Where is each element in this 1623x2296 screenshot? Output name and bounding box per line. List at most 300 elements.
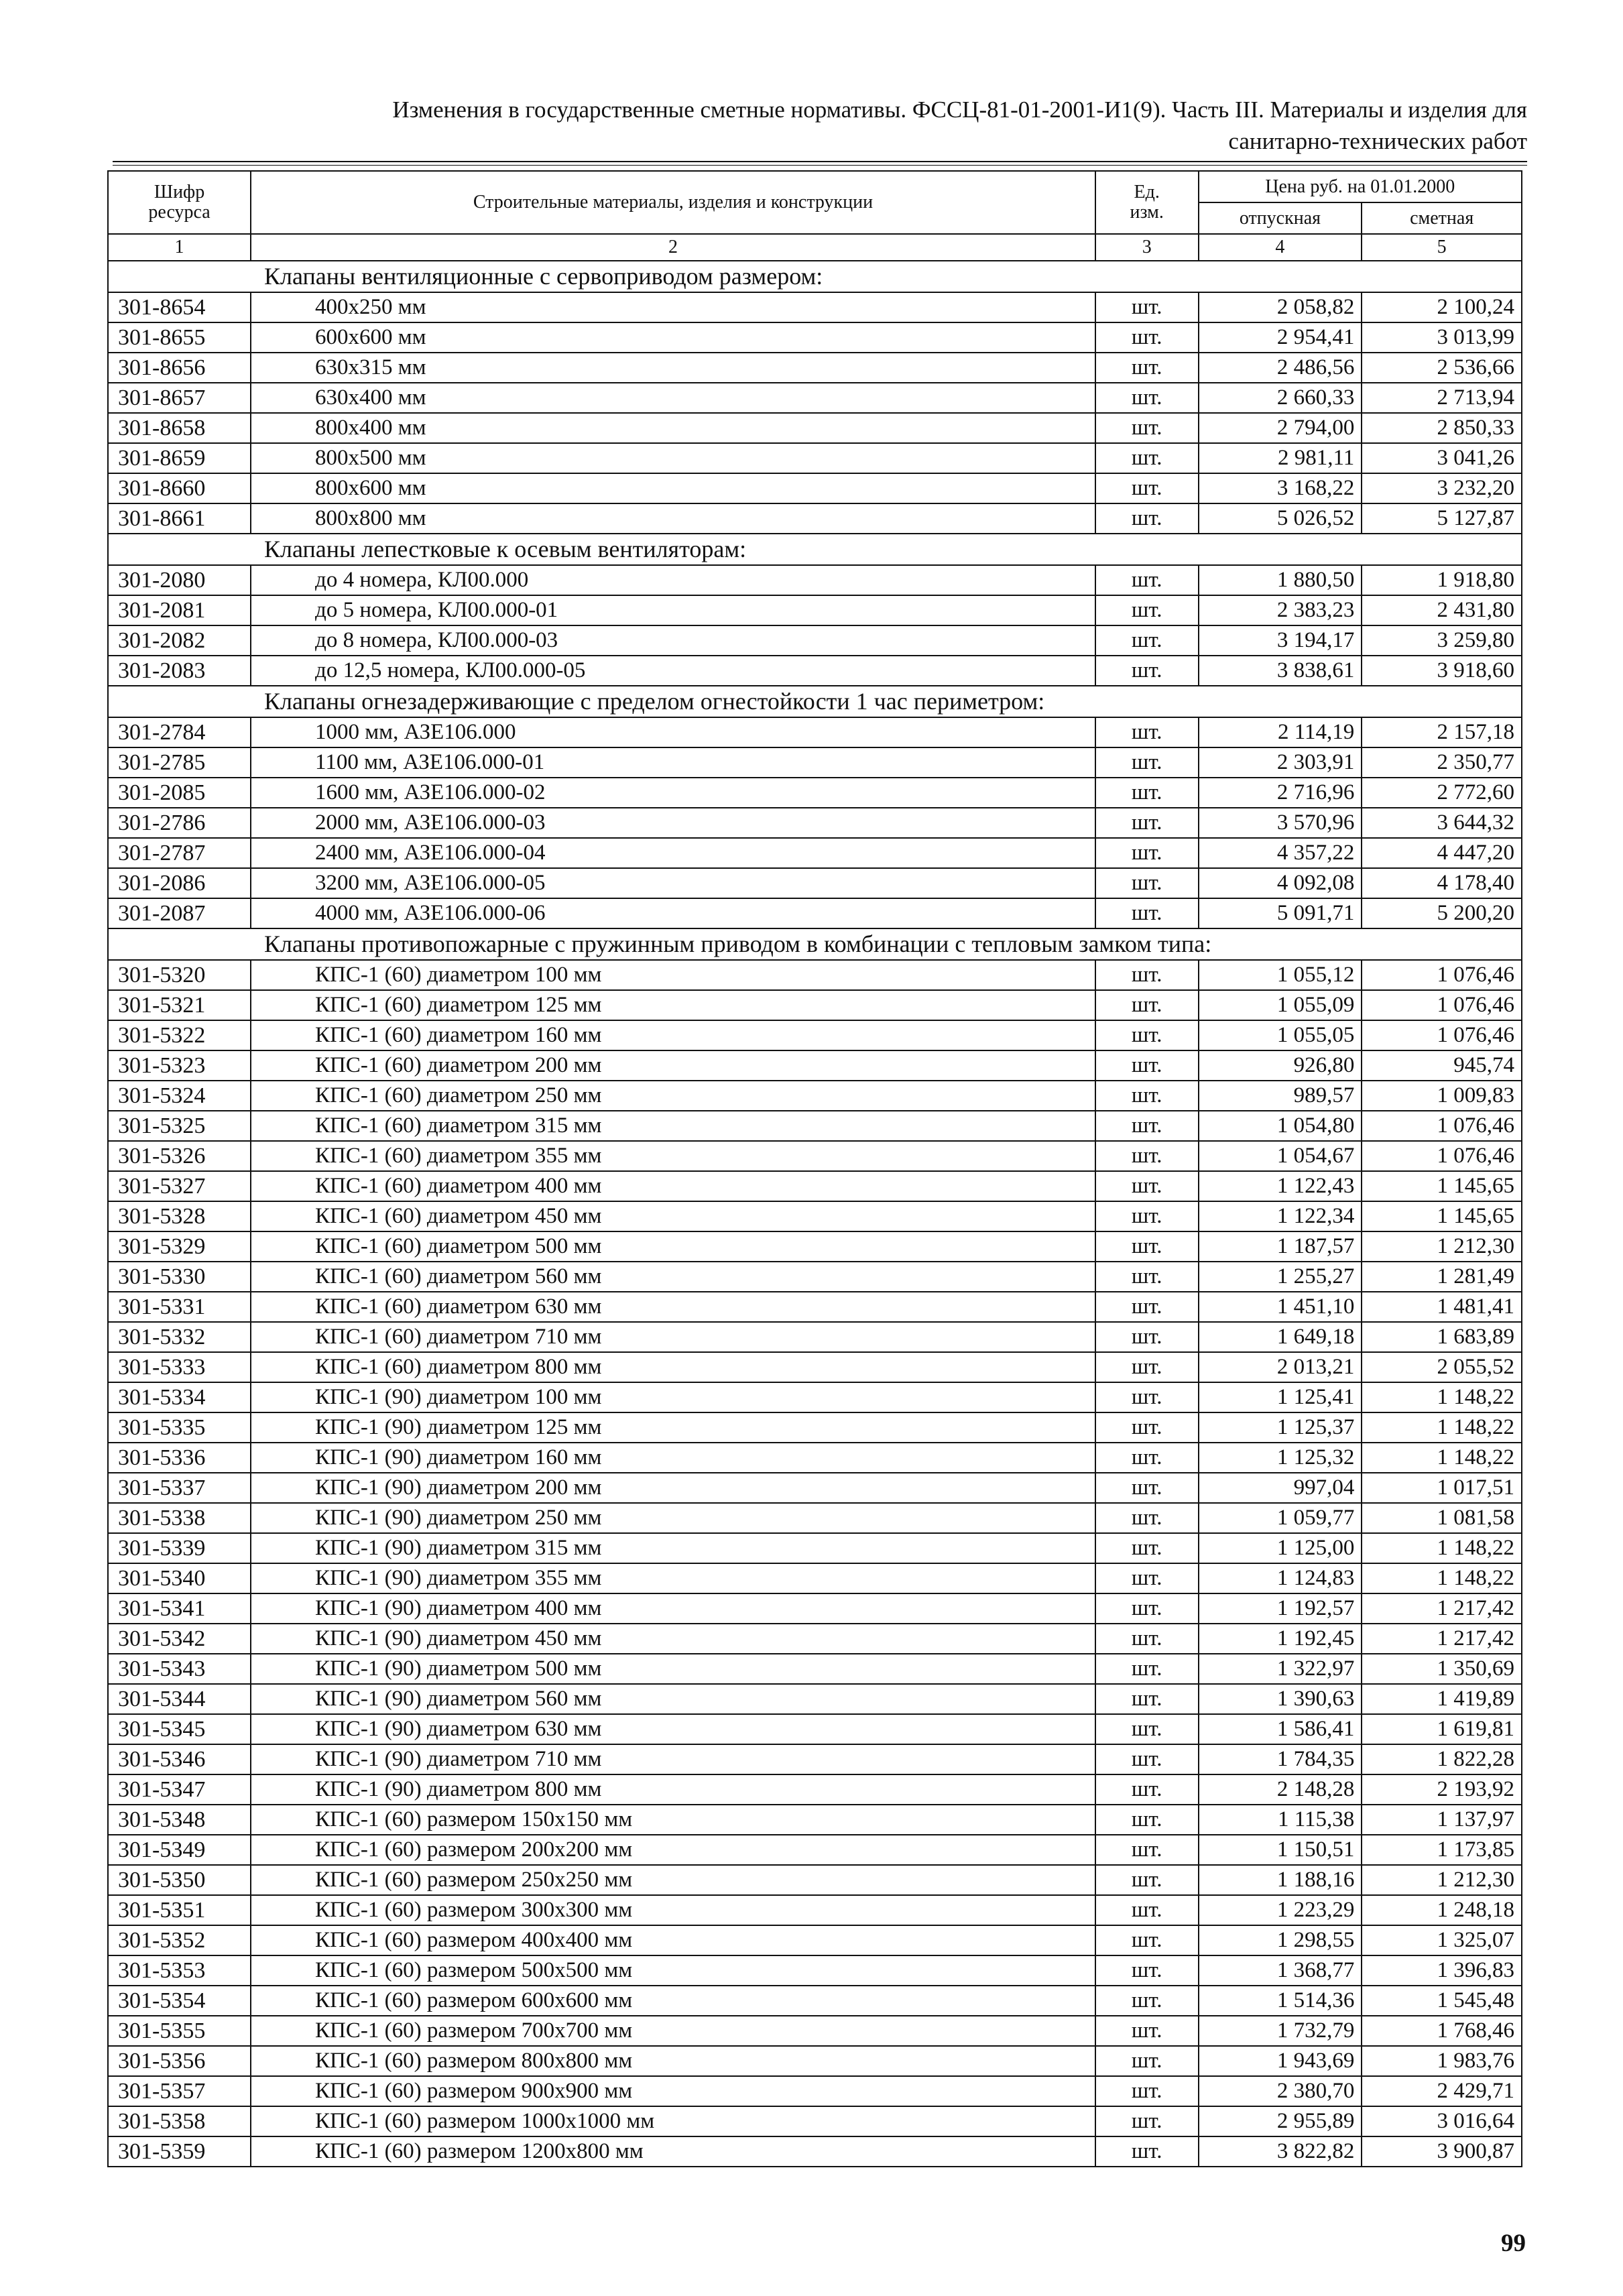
item-name-cell: КПС-1 (60) размером 250х250 мм [251, 1865, 1095, 1895]
price-estimate-cell: 1 350,69 [1362, 1654, 1522, 1684]
table-row [108, 1805, 1522, 1835]
unit-cell: шт. [1095, 1654, 1199, 1684]
item-name-cell: 2400 мм, АЗЕ106.000-04 [251, 838, 1095, 868]
resource-code-cell: 301-5339 [108, 1533, 251, 1563]
price-table [107, 170, 1522, 2167]
price-release-cell: 1 255,27 [1199, 1262, 1362, 1292]
unit-cell: шт. [1095, 656, 1199, 686]
price-estimate-cell: 1 683,89 [1362, 1322, 1522, 1352]
section-header-row [108, 261, 1522, 292]
resource-code-cell: 301-5336 [108, 1443, 251, 1473]
price-release-cell: 1 649,18 [1199, 1322, 1362, 1352]
table-row [108, 1835, 1522, 1865]
resource-code-cell: 301-2080 [108, 565, 251, 595]
item-name-cell: 630х400 мм [251, 383, 1095, 413]
price-estimate-cell: 1 148,22 [1362, 1563, 1522, 1593]
resource-code-cell: 301-5330 [108, 1262, 251, 1292]
item-name-cell: КПС-1 (60) размером 1000х1000 мм [251, 2106, 1095, 2136]
price-release-cell: 1 187,57 [1199, 1231, 1362, 1262]
price-estimate-cell: 945,74 [1362, 1050, 1522, 1081]
table-row [108, 1382, 1522, 1412]
table-row [108, 656, 1522, 686]
table-row [108, 1714, 1522, 1744]
item-name-cell: КПС-1 (60) диаметром 125 мм [251, 990, 1095, 1020]
price-estimate-cell: 1 148,22 [1362, 1382, 1522, 1412]
item-name-cell: до 5 номера, КЛ00.000-01 [251, 595, 1095, 625]
resource-code-cell: 301-5352 [108, 1925, 251, 1955]
resource-code-cell: 301-5350 [108, 1865, 251, 1895]
price-release-cell: 5 091,71 [1199, 898, 1362, 928]
item-name-cell: 1600 мм, АЗЕ106.000-02 [251, 778, 1095, 808]
price-release-cell: 2 380,70 [1199, 2076, 1362, 2106]
resource-code-cell: 301-5325 [108, 1111, 251, 1141]
price-estimate-cell: 1 481,41 [1362, 1292, 1522, 1322]
price-estimate-cell: 1 918,80 [1362, 565, 1522, 595]
price-estimate-cell: 3 016,64 [1362, 2106, 1522, 2136]
table-row [108, 1201, 1522, 1231]
unit-cell: шт. [1095, 2016, 1199, 2046]
unit-cell: шт. [1095, 1805, 1199, 1835]
table-row [108, 1986, 1522, 2016]
unit-cell: шт. [1095, 990, 1199, 1020]
price-estimate-cell: 1 076,46 [1362, 1020, 1522, 1050]
table-row [108, 1050, 1522, 1081]
resource-code-cell: 301-5343 [108, 1654, 251, 1684]
unit-cell: шт. [1095, 383, 1199, 413]
table-row [108, 990, 1522, 1020]
item-name-cell: до 4 номера, КЛ00.000 [251, 565, 1095, 595]
table-row [108, 625, 1522, 656]
unit-cell: шт. [1095, 1020, 1199, 1050]
price-release-cell: 2 716,96 [1199, 778, 1362, 808]
unit-cell: шт. [1095, 1774, 1199, 1805]
price-release-cell: 1 784,35 [1199, 1744, 1362, 1774]
unit-cell: шт. [1095, 1533, 1199, 1563]
price-estimate-cell: 1 076,46 [1362, 990, 1522, 1020]
unit-cell: шт. [1095, 2136, 1199, 2167]
price-release-cell: 1 055,09 [1199, 990, 1362, 1020]
price-estimate-cell: 1 419,89 [1362, 1684, 1522, 1714]
price-release-cell: 2 383,23 [1199, 595, 1362, 625]
price-estimate-cell: 2 429,71 [1362, 2076, 1522, 2106]
column-number: 4 [1199, 234, 1362, 261]
unit-cell: шт. [1095, 1382, 1199, 1412]
item-name-cell: КПС-1 (60) диаметром 710 мм [251, 1322, 1095, 1352]
section-title: Клапаны вентиляционные с сервоприводом размером: [108, 261, 1522, 292]
table-row [108, 1925, 1522, 1955]
resource-code-cell: 301-5351 [108, 1895, 251, 1925]
price-estimate-cell: 1 619,81 [1362, 1714, 1522, 1744]
price-release-cell: 1 451,10 [1199, 1292, 1362, 1322]
unit-cell: шт. [1095, 1473, 1199, 1503]
price-estimate-cell: 2 713,94 [1362, 383, 1522, 413]
table-row [108, 413, 1522, 443]
item-name-cell: КПС-1 (90) диаметром 200 мм [251, 1473, 1095, 1503]
table-row [108, 1231, 1522, 1262]
price-estimate-cell: 1 081,58 [1362, 1503, 1522, 1533]
table-row [108, 1081, 1522, 1111]
resource-code-cell: 301-5345 [108, 1714, 251, 1744]
table-row [108, 1352, 1522, 1382]
price-release-cell: 2 114,19 [1199, 717, 1362, 747]
price-estimate-cell: 1 173,85 [1362, 1835, 1522, 1865]
price-estimate-cell: 3 232,20 [1362, 473, 1522, 503]
resource-code-cell: 301-5329 [108, 1231, 251, 1262]
item-name-cell: КПС-1 (60) диаметром 250 мм [251, 1081, 1095, 1111]
price-estimate-cell: 2 157,18 [1362, 717, 1522, 747]
unit-cell: шт. [1095, 1955, 1199, 1986]
resource-code-cell: 301-5348 [108, 1805, 251, 1835]
item-name-cell: КПС-1 (90) диаметром 125 мм [251, 1412, 1095, 1443]
price-estimate-cell: 3 013,99 [1362, 322, 1522, 353]
unit-cell: шт. [1095, 747, 1199, 778]
resource-code-cell: 301-8659 [108, 443, 251, 473]
item-name-cell: КПС-1 (90) диаметром 800 мм [251, 1774, 1095, 1805]
table-row [108, 1624, 1522, 1654]
table-row [108, 1322, 1522, 1352]
unit-cell: шт. [1095, 413, 1199, 443]
price-release-cell: 2 486,56 [1199, 353, 1362, 383]
price-estimate-cell: 1 017,51 [1362, 1473, 1522, 1503]
item-name-cell: КПС-1 (60) размером 500х500 мм [251, 1955, 1095, 1986]
resource-code-cell: 301-5344 [108, 1684, 251, 1714]
resource-code-cell: 301-5321 [108, 990, 251, 1020]
price-estimate-cell: 2 431,80 [1362, 595, 1522, 625]
unit-cell: шт. [1095, 717, 1199, 747]
table-row [108, 960, 1522, 990]
resource-code-cell: 301-5332 [108, 1322, 251, 1352]
resource-code-cell: 301-2785 [108, 747, 251, 778]
item-name-cell: КПС-1 (60) размером 600х600 мм [251, 1986, 1095, 2016]
item-name-cell: 800х500 мм [251, 443, 1095, 473]
table-row [108, 1503, 1522, 1533]
header-unit: Ед. изм. [1095, 171, 1199, 234]
unit-cell: шт. [1095, 1111, 1199, 1141]
price-release-cell: 2 955,89 [1199, 2106, 1362, 2136]
unit-cell: шт. [1095, 868, 1199, 898]
unit-cell: шт. [1095, 2076, 1199, 2106]
price-release-cell: 989,57 [1199, 1081, 1362, 1111]
table-row [108, 2016, 1522, 2046]
price-release-cell: 1 122,43 [1199, 1171, 1362, 1201]
table-row [108, 898, 1522, 928]
item-name-cell: КПС-1 (60) размером 300х300 мм [251, 1895, 1095, 1925]
resource-code-cell: 301-5353 [108, 1955, 251, 1986]
unit-cell: шт. [1095, 960, 1199, 990]
table-row [108, 1020, 1522, 1050]
price-release-cell: 1 125,41 [1199, 1382, 1362, 1412]
section-title: Клапаны огнезадерживающие с пределом огнестойкости 1 час периметром: [108, 686, 1522, 717]
resource-code-cell: 301-5346 [108, 1744, 251, 1774]
item-name-cell: 3200 мм, АЗЕ106.000-05 [251, 868, 1095, 898]
item-name-cell: КПС-1 (60) размером 800х800 мм [251, 2046, 1095, 2076]
resource-code-cell: 301-5354 [108, 1986, 251, 2016]
resource-code-cell: 301-2784 [108, 717, 251, 747]
price-estimate-cell: 4 178,40 [1362, 868, 1522, 898]
item-name-cell: КПС-1 (60) диаметром 355 мм [251, 1141, 1095, 1171]
unit-cell: шт. [1095, 565, 1199, 595]
resource-code-cell: 301-2786 [108, 808, 251, 838]
price-release-cell: 3 570,96 [1199, 808, 1362, 838]
price-release-cell: 1 055,12 [1199, 960, 1362, 990]
unit-cell: шт. [1095, 1050, 1199, 1081]
resource-code-cell: 301-5327 [108, 1171, 251, 1201]
item-name-cell: КПС-1 (60) диаметром 500 мм [251, 1231, 1095, 1262]
price-release-cell: 1 192,45 [1199, 1624, 1362, 1654]
resource-code-cell: 301-5357 [108, 2076, 251, 2106]
item-name-cell: КПС-1 (60) размером 1200х800 мм [251, 2136, 1095, 2167]
table-row [108, 565, 1522, 595]
table-row [108, 1654, 1522, 1684]
item-name-cell: 2000 мм, АЗЕ106.000-03 [251, 808, 1095, 838]
table-row [108, 1171, 1522, 1201]
unit-cell: шт. [1095, 625, 1199, 656]
item-name-cell: 600х600 мм [251, 322, 1095, 353]
unit-cell: шт. [1095, 353, 1199, 383]
price-estimate-cell: 3 644,32 [1362, 808, 1522, 838]
price-release-cell: 1 192,57 [1199, 1593, 1362, 1624]
item-name-cell: КПС-1 (60) диаметром 315 мм [251, 1111, 1095, 1141]
header-code: Шифр ресурса [108, 171, 251, 234]
table-row [108, 1473, 1522, 1503]
resource-code-cell: 301-5333 [108, 1352, 251, 1382]
unit-cell: шт. [1095, 1895, 1199, 1925]
price-release-cell: 1 054,80 [1199, 1111, 1362, 1141]
unit-cell: шт. [1095, 1201, 1199, 1231]
table-row [108, 292, 1522, 322]
price-estimate-cell: 1 076,46 [1362, 1141, 1522, 1171]
price-estimate-cell: 5 127,87 [1362, 503, 1522, 534]
price-estimate-cell: 1 217,42 [1362, 1624, 1522, 1654]
price-release-cell: 1 059,77 [1199, 1503, 1362, 1533]
table-row [108, 473, 1522, 503]
page-number: 99 [1501, 2230, 1526, 2257]
section-header-row [108, 928, 1522, 960]
table-row [108, 1895, 1522, 1925]
price-estimate-cell: 1 217,42 [1362, 1593, 1522, 1624]
table-row [108, 2106, 1522, 2136]
item-name-cell: КПС-1 (60) диаметром 100 мм [251, 960, 1095, 990]
page-header [107, 94, 1527, 157]
price-release-cell: 1 732,79 [1199, 2016, 1362, 2046]
item-name-cell: КПС-1 (90) диаметром 500 мм [251, 1654, 1095, 1684]
resource-code-cell: 301-2081 [108, 595, 251, 625]
price-release-cell: 1 880,50 [1199, 565, 1362, 595]
unit-cell: шт. [1095, 473, 1199, 503]
price-release-cell: 1 390,63 [1199, 1684, 1362, 1714]
price-release-cell: 1 125,00 [1199, 1533, 1362, 1563]
table-row [108, 595, 1522, 625]
item-name-cell: КПС-1 (60) размером 700х700 мм [251, 2016, 1095, 2046]
resource-code-cell: 301-5356 [108, 2046, 251, 2076]
price-release-cell: 2 148,28 [1199, 1774, 1362, 1805]
price-estimate-cell: 1 396,83 [1362, 1955, 1522, 1986]
item-name-cell: КПС-1 (60) диаметром 630 мм [251, 1292, 1095, 1322]
section-header-row [108, 534, 1522, 565]
price-estimate-cell: 3 041,26 [1362, 443, 1522, 473]
price-estimate-cell: 1 148,22 [1362, 1533, 1522, 1563]
unit-cell: шт. [1095, 1624, 1199, 1654]
resource-code-cell: 301-8654 [108, 292, 251, 322]
item-name-cell: КПС-1 (60) диаметром 560 мм [251, 1262, 1095, 1292]
price-release-cell: 1 124,83 [1199, 1563, 1362, 1593]
resource-code-cell: 301-2086 [108, 868, 251, 898]
item-name-cell: КПС-1 (60) размером 150х150 мм [251, 1805, 1095, 1835]
price-release-cell: 3 838,61 [1199, 656, 1362, 686]
resource-code-cell: 301-5347 [108, 1774, 251, 1805]
price-release-cell: 1 223,29 [1199, 1895, 1362, 1925]
price-estimate-cell: 1 212,30 [1362, 1865, 1522, 1895]
unit-cell: шт. [1095, 1925, 1199, 1955]
price-release-cell: 2 981,11 [1199, 443, 1362, 473]
unit-cell: шт. [1095, 443, 1199, 473]
resource-code-cell: 301-5331 [108, 1292, 251, 1322]
price-estimate-cell: 3 259,80 [1362, 625, 1522, 656]
column-number-row [108, 234, 1522, 261]
resource-code-cell: 301-5342 [108, 1624, 251, 1654]
item-name-cell: до 8 номера, КЛ00.000-03 [251, 625, 1095, 656]
item-name-cell: 1100 мм, АЗЕ106.000-01 [251, 747, 1095, 778]
price-estimate-cell: 1 281,49 [1362, 1262, 1522, 1292]
table-row [108, 353, 1522, 383]
unit-cell: шт. [1095, 595, 1199, 625]
unit-cell: шт. [1095, 1865, 1199, 1895]
table-row [108, 2076, 1522, 2106]
unit-cell: шт. [1095, 778, 1199, 808]
resource-code-cell: 301-8657 [108, 383, 251, 413]
table-row [108, 1774, 1522, 1805]
resource-code-cell: 301-8656 [108, 353, 251, 383]
table-row [108, 1443, 1522, 1473]
resource-code-cell: 301-5320 [108, 960, 251, 990]
price-estimate-cell: 2 536,66 [1362, 353, 1522, 383]
resource-code-cell: 301-5358 [108, 2106, 251, 2136]
price-estimate-cell: 1 768,46 [1362, 2016, 1522, 2046]
table-row [108, 808, 1522, 838]
price-estimate-cell: 5 200,20 [1362, 898, 1522, 928]
unit-cell: шт. [1095, 1443, 1199, 1473]
table-row [108, 1593, 1522, 1624]
price-estimate-cell: 1 983,76 [1362, 2046, 1522, 2076]
resource-code-cell: 301-5338 [108, 1503, 251, 1533]
resource-code-cell: 301-5326 [108, 1141, 251, 1171]
unit-cell: шт. [1095, 1322, 1199, 1352]
table-row [108, 443, 1522, 473]
unit-cell: шт. [1095, 838, 1199, 868]
resource-code-cell: 301-5323 [108, 1050, 251, 1081]
price-release-cell: 3 194,17 [1199, 625, 1362, 656]
price-estimate-cell: 1 145,65 [1362, 1171, 1522, 1201]
price-release-cell: 926,80 [1199, 1050, 1362, 1081]
price-release-cell: 3 168,22 [1199, 473, 1362, 503]
table-row [108, 1533, 1522, 1563]
column-number: 5 [1362, 234, 1522, 261]
resource-code-cell: 301-5359 [108, 2136, 251, 2167]
price-release-cell: 1 586,41 [1199, 1714, 1362, 1744]
header-name: Строительные материалы, изделия и конструкции [251, 171, 1095, 234]
unit-cell: шт. [1095, 503, 1199, 534]
price-estimate-cell: 1 822,28 [1362, 1744, 1522, 1774]
unit-cell: шт. [1095, 1714, 1199, 1744]
price-release-cell: 1 122,34 [1199, 1201, 1362, 1231]
resource-code-cell: 301-8655 [108, 322, 251, 353]
section-title: Клапаны лепестковые к осевым вентиляторам: [108, 534, 1522, 565]
section-header-row [108, 686, 1522, 717]
header-divider-thin [113, 165, 1527, 166]
table-row [108, 1563, 1522, 1593]
table-row [108, 2136, 1522, 2167]
price-estimate-cell: 2 193,92 [1362, 1774, 1522, 1805]
page-header-line-2: санитарно-технических работ [1228, 128, 1527, 154]
unit-cell: шт. [1095, 1986, 1199, 2016]
unit-cell: шт. [1095, 1231, 1199, 1262]
price-estimate-cell: 4 447,20 [1362, 838, 1522, 868]
table-row [108, 1262, 1522, 1292]
item-name-cell: 630х315 мм [251, 353, 1095, 383]
unit-cell: шт. [1095, 2046, 1199, 2076]
item-name-cell: КПС-1 (90) диаметром 315 мм [251, 1533, 1095, 1563]
resource-code-cell: 301-5322 [108, 1020, 251, 1050]
resource-code-cell: 301-5340 [108, 1563, 251, 1593]
resource-code-cell: 301-5341 [108, 1593, 251, 1624]
table-row [108, 747, 1522, 778]
price-release-cell: 1 055,05 [1199, 1020, 1362, 1050]
price-release-cell: 1 115,38 [1199, 1805, 1362, 1835]
resource-code-cell: 301-8661 [108, 503, 251, 534]
table-row [108, 1111, 1522, 1141]
item-name-cell: КПС-1 (90) диаметром 450 мм [251, 1624, 1095, 1654]
resource-code-cell: 301-5334 [108, 1382, 251, 1412]
item-name-cell: КПС-1 (60) диаметром 160 мм [251, 1020, 1095, 1050]
page-header-line-1: Изменения в государственные сметные нормативы. ФССЦ-81-01-2001-И1(9). Часть III. Материалы и изделия для [392, 97, 1527, 123]
unit-cell: шт. [1095, 1352, 1199, 1382]
item-name-cell: КПС-1 (90) диаметром 250 мм [251, 1503, 1095, 1533]
price-estimate-cell: 2 850,33 [1362, 413, 1522, 443]
price-estimate-cell: 2 100,24 [1362, 292, 1522, 322]
price-estimate-cell: 2 350,77 [1362, 747, 1522, 778]
price-release-cell: 1 054,67 [1199, 1141, 1362, 1171]
column-number: 3 [1095, 234, 1199, 261]
price-release-cell: 4 092,08 [1199, 868, 1362, 898]
price-estimate-cell: 3 900,87 [1362, 2136, 1522, 2167]
item-name-cell: КПС-1 (90) диаметром 100 мм [251, 1382, 1095, 1412]
price-release-cell: 1 150,51 [1199, 1835, 1362, 1865]
price-release-cell: 2 013,21 [1199, 1352, 1362, 1382]
item-name-cell: 800х600 мм [251, 473, 1095, 503]
price-estimate-cell: 2 055,52 [1362, 1352, 1522, 1382]
price-estimate-cell: 1 148,22 [1362, 1443, 1522, 1473]
column-number: 1 [108, 234, 251, 261]
table-row [108, 1955, 1522, 1986]
resource-code-cell: 301-5337 [108, 1473, 251, 1503]
price-release-cell: 5 026,52 [1199, 503, 1362, 534]
unit-cell: шт. [1095, 1503, 1199, 1533]
resource-code-cell: 301-5328 [108, 1201, 251, 1231]
item-name-cell: КПС-1 (90) диаметром 160 мм [251, 1443, 1095, 1473]
resource-code-cell: 301-2083 [108, 656, 251, 686]
table-row [108, 838, 1522, 868]
table-body [108, 261, 1522, 2167]
item-name-cell: КПС-1 (60) размером 900х900 мм [251, 2076, 1095, 2106]
price-release-cell: 2 794,00 [1199, 413, 1362, 443]
item-name-cell: КПС-1 (90) диаметром 560 мм [251, 1684, 1095, 1714]
table-row [108, 1744, 1522, 1774]
item-name-cell: КПС-1 (90) диаметром 400 мм [251, 1593, 1095, 1624]
unit-cell: шт. [1095, 808, 1199, 838]
table-row [108, 778, 1522, 808]
table-row [108, 1141, 1522, 1171]
price-release-cell: 2 660,33 [1199, 383, 1362, 413]
